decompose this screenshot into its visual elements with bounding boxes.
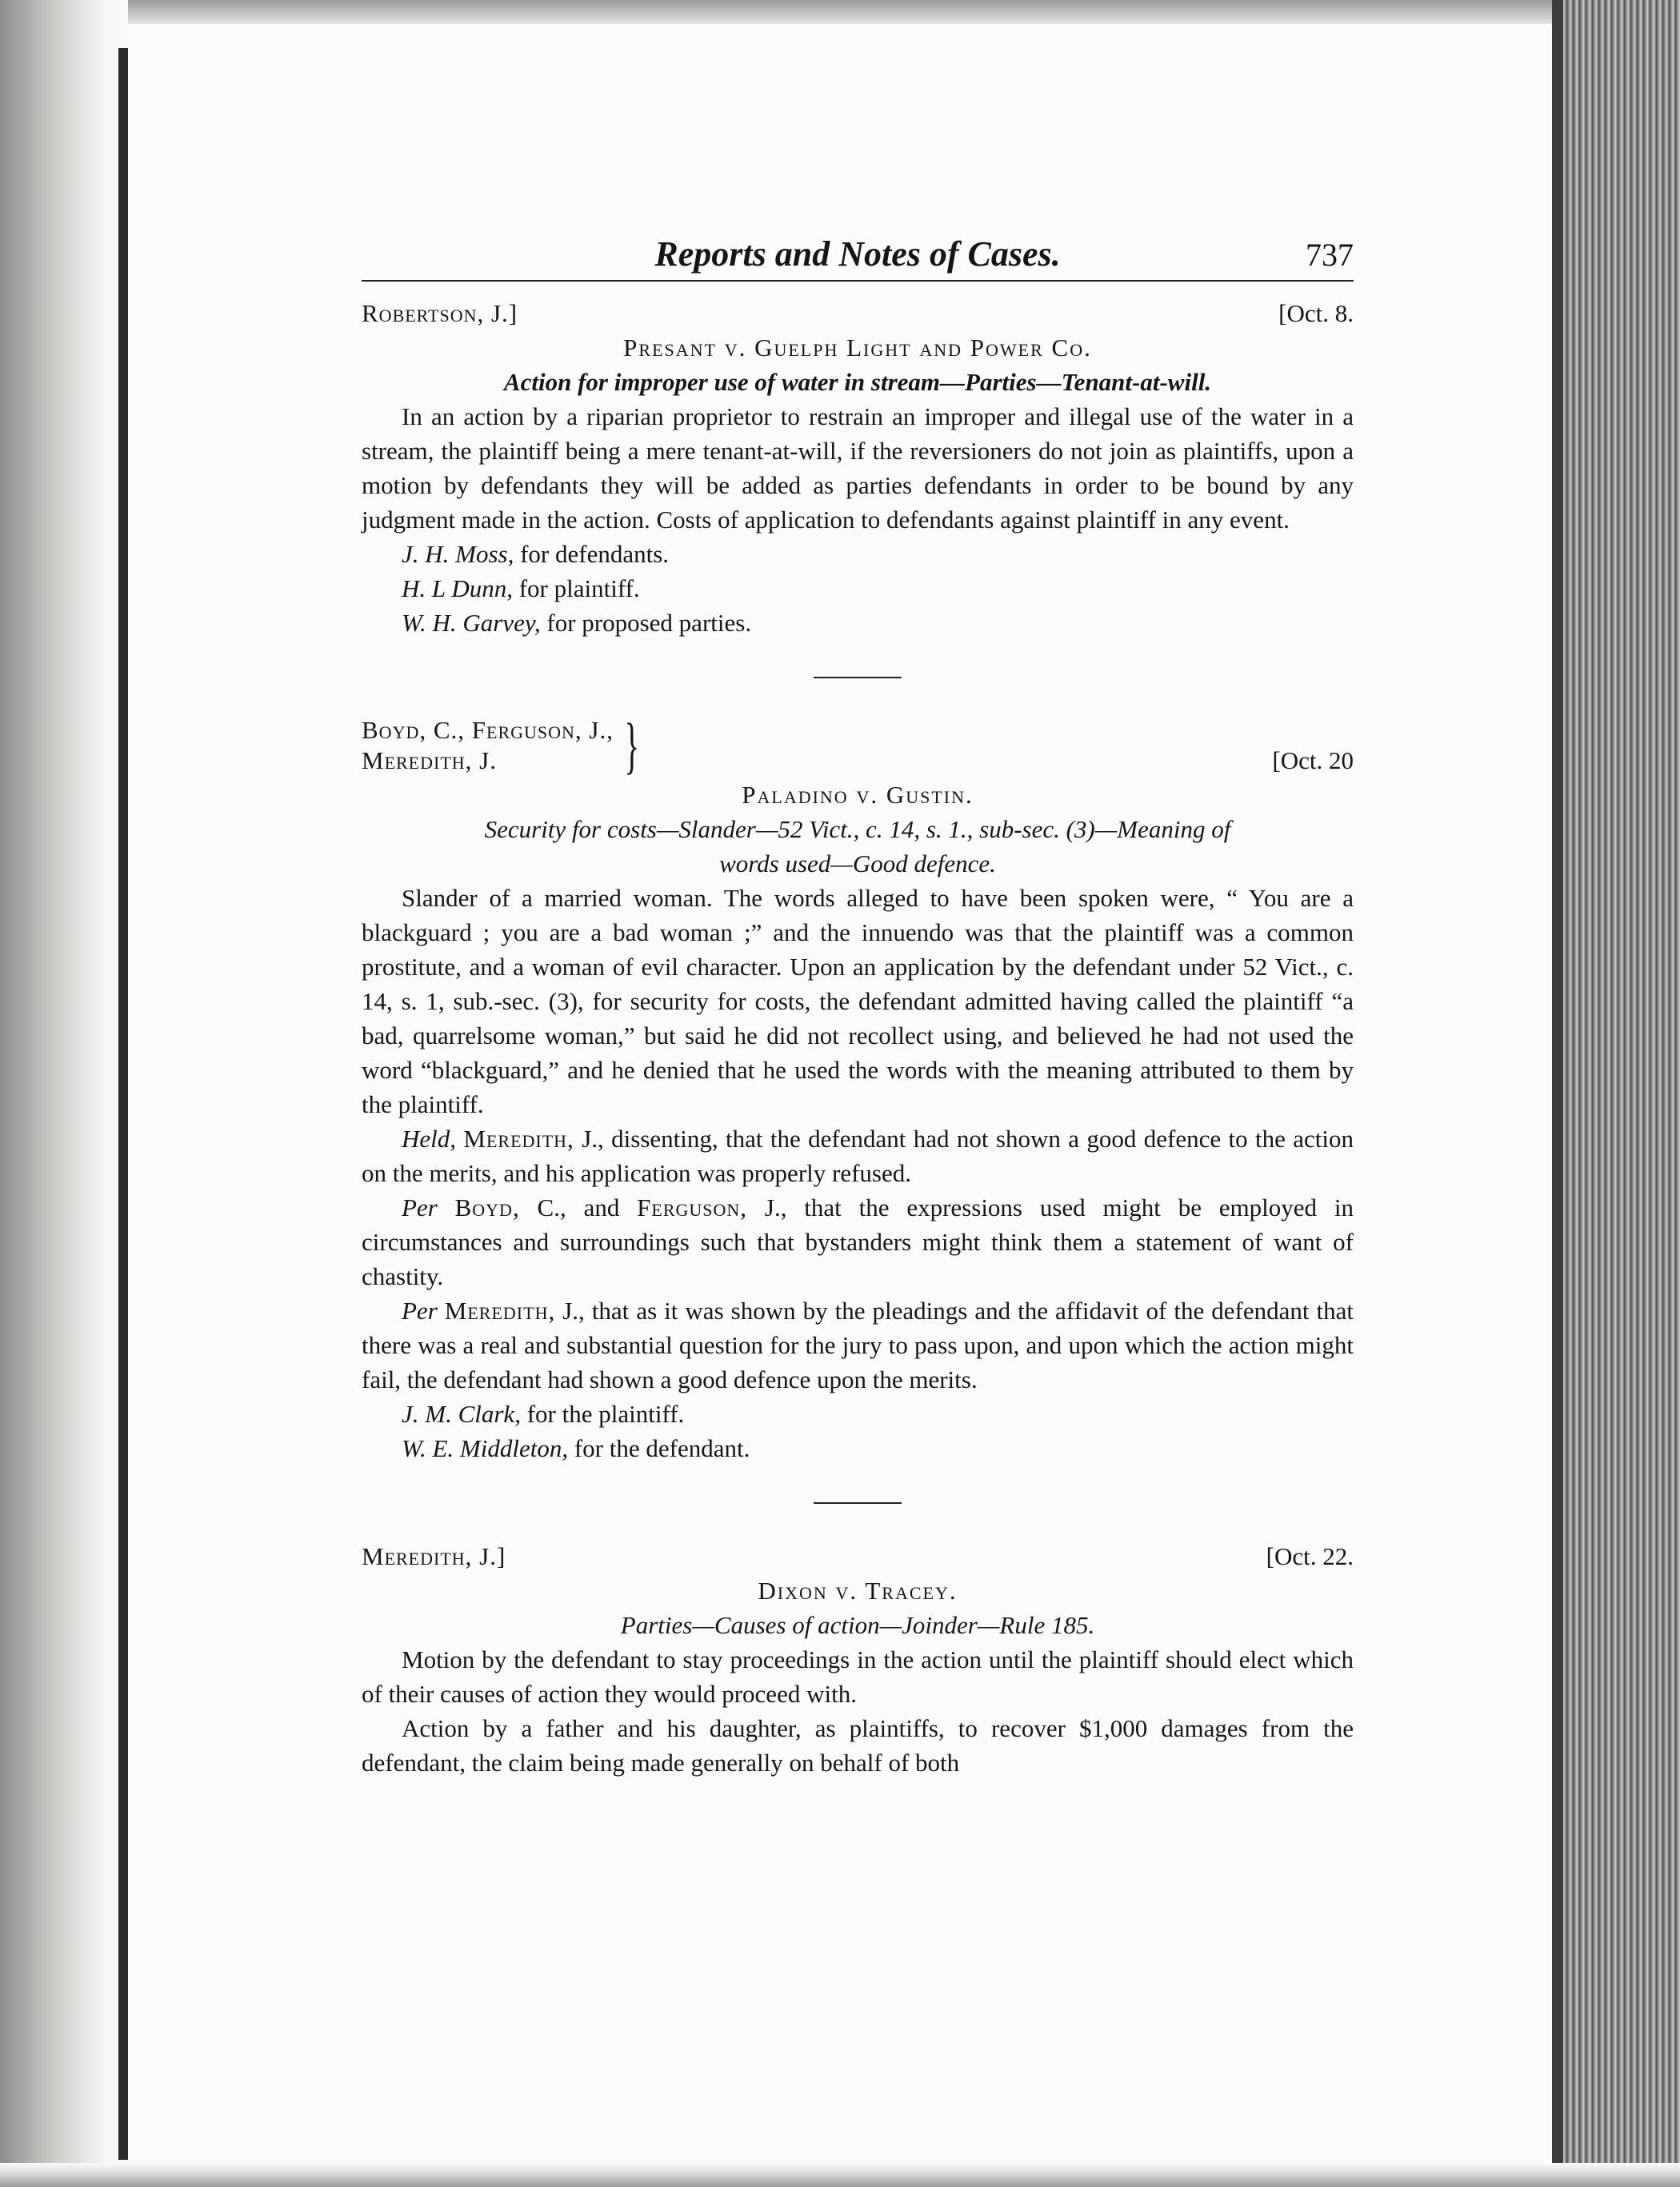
style-of-cause: Presant v. Guelph Light and Power Co.	[623, 334, 1092, 362]
counsel-line	[402, 571, 1354, 606]
counsel-name: W. E. Middleton,	[402, 1434, 569, 1462]
counsel-role: for plaintiff.	[518, 574, 640, 602]
headnote-paragraph: Slander of a married woman. The words alleged to have been spoken were, “ You are a blackguard ; you are a bad woman ;” and the innuendo was that the plaintiff was a common prostitute, and a woman of evil character. Upon an application by the defendant under 52 Vict., c. 14, s. 1, sub.-sec. (3), for security for costs, the defendant admitted having called the plaintiff “a bad, quarrelsome woman,” but said he did not recollect using, and believed he had not used the word “blackguard,” and he denied that he used the words with the meaning attributed to them by the plaintiff.	[362, 884, 1354, 1118]
judge-line: Boyd, C., Ferguson, J.,	[362, 716, 614, 744]
held-lead: Held,	[402, 1125, 457, 1153]
running-title: Reports and Notes of Cases.	[654, 234, 1061, 274]
per-lead: Per	[402, 1297, 438, 1325]
judge-name: Meredith,	[463, 1125, 574, 1153]
scan-edge-left	[0, 0, 128, 2187]
running-head	[362, 232, 1354, 282]
held-text: J., dissenting, that the defendant had not shown a good defence to the action on the merits, and his application was properly refused.	[362, 1125, 1354, 1187]
judge-name: Boyd,	[454, 1193, 520, 1221]
case-presant	[362, 296, 1354, 640]
counsel-name: J. M. Clark,	[402, 1400, 521, 1428]
headnote-paragraph: In an action by a riparian proprietor to restrain an improper and illegal use of the water in a stream, the plaintiff being a mere tenant-at-will, if the reversioners do not join as plaintiffs, upon a motion by defendants they will be added as parties defendants in order to be bound by any judgment made in the action. Costs of application to defendants against plaintiff in any event.	[362, 402, 1354, 534]
counsel-role: for the plaintiff.	[526, 1400, 685, 1428]
per-paragraph	[362, 1190, 1354, 1293]
per-text: J., that the expressions used might be employed in circumstances and surroundings such that bystanders might think them a statement of want of chastity.	[362, 1193, 1354, 1290]
scan-edge-bottom	[0, 2163, 1680, 2187]
page-content	[362, 232, 1354, 1780]
case-paladino	[362, 710, 1354, 1465]
counsel-role: for the defendant.	[574, 1434, 750, 1462]
section-divider	[814, 677, 902, 678]
headnote-paragraph: Motion by the defendant to stay proceedings in the action until the plaintiff should elect which of their causes of action they would proceed with.	[362, 1645, 1354, 1708]
catchwords: Parties—Causes of action—Joinder—Rule 185.	[620, 1611, 1095, 1639]
catchwords	[362, 812, 1354, 881]
counsel-line	[402, 537, 1354, 571]
judges-block	[362, 710, 646, 780]
case-header	[362, 296, 1354, 330]
section-divider	[814, 1502, 902, 1504]
case-dixon	[362, 1539, 1354, 1780]
case-date: [Oct. 20	[1272, 746, 1354, 774]
per-paragraph	[362, 1293, 1354, 1397]
counsel-name: W. H. Garvey,	[402, 609, 541, 637]
case-date: [Oct. 8.	[1278, 299, 1354, 327]
counsel-line	[402, 1397, 1354, 1431]
held-paragraph	[362, 1121, 1354, 1190]
counsel-name: J. H. Moss,	[402, 540, 514, 568]
counsel-role: for defendants.	[520, 540, 670, 568]
catchwords-line: words used—Good defence.	[719, 850, 996, 878]
headnote-paragraph: Action by a father and his daughter, as plaintiffs, to recover $1,000 damages from the defendant, the claim being made generally on behalf of both	[362, 1714, 1354, 1777]
catchwords: Action for improper use of water in stream—Parties—Tenant-at-will.	[503, 368, 1212, 396]
per-mid: C., and	[519, 1193, 638, 1221]
case-date: [Oct. 22.	[1266, 1542, 1354, 1570]
judge: Meredith, J.]	[362, 1542, 506, 1570]
counsel-line	[402, 1431, 1354, 1465]
style-of-cause: Dixon v. Tracey.	[758, 1577, 958, 1605]
style-of-cause: Paladino v. Gustin.	[742, 781, 974, 809]
per-text: J., that as it was shown by the pleadings and the affidavit of the defendant that there was a real and substantial question for the jury to pass upon, and upon which the action might fail, the defendant had shown a good defence upon the merits.	[362, 1297, 1354, 1393]
case-header	[362, 1539, 1354, 1573]
brace-glyph: }	[624, 710, 640, 780]
per-lead: Per	[402, 1193, 438, 1221]
counsel-name: H. L Dunn,	[402, 574, 513, 602]
page-number: 737	[1306, 237, 1354, 273]
judge: Robertson, J.]	[362, 299, 518, 327]
book-spine-edge	[1560, 0, 1680, 2187]
catchwords-line: Security for costs—Slander—52 Vict., c. 14, s. 1., sub-sec. (3)—Meaning of	[484, 815, 1231, 843]
case-header	[362, 710, 1354, 780]
judge-line: Meredith, J.	[362, 746, 497, 774]
judge-name: Ferguson,	[637, 1193, 748, 1221]
counsel-line	[402, 606, 1354, 640]
judge-name: Meredith,	[444, 1297, 556, 1325]
counsel-role: for proposed parties.	[546, 609, 752, 637]
